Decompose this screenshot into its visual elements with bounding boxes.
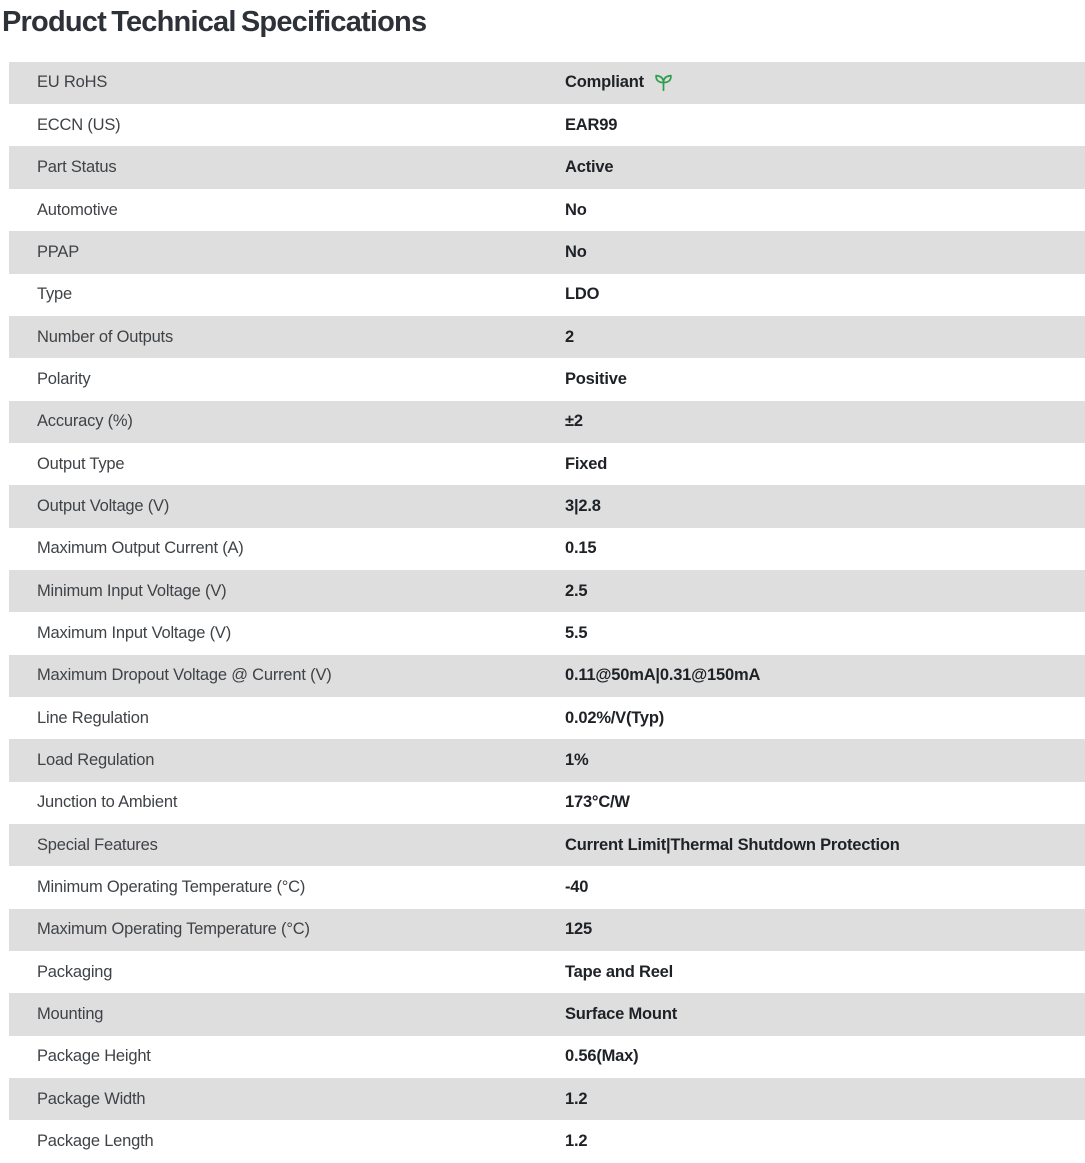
spec-value-text: 5.5 <box>565 623 588 642</box>
spec-value-text: 0.15 <box>565 539 597 558</box>
spec-value-text: No <box>565 242 587 261</box>
table-row <box>9 570 1085 612</box>
spec-value-text: ±2 <box>565 412 583 431</box>
spec-value <box>565 793 1085 812</box>
spec-value <box>565 455 1085 474</box>
table-row <box>9 866 1085 908</box>
spec-label: Maximum Input Voltage (V) <box>37 623 231 642</box>
table-row <box>9 274 1085 316</box>
spec-value-text: Compliant <box>565 73 644 92</box>
table-row <box>9 993 1085 1035</box>
spec-value <box>565 370 1085 389</box>
table-row <box>9 528 1085 570</box>
spec-value <box>565 328 1085 347</box>
spec-label: Junction to Ambient <box>37 793 178 812</box>
table-row <box>9 1120 1085 1162</box>
spec-value <box>565 285 1085 304</box>
spec-value <box>565 963 1085 982</box>
spec-value <box>565 920 1085 939</box>
spec-value-text: Tape and Reel <box>565 962 674 981</box>
spec-label: Package Width <box>37 1089 146 1108</box>
spec-label: Automotive <box>37 200 118 219</box>
table-row <box>9 909 1085 951</box>
spec-value-text: EAR99 <box>565 115 618 134</box>
spec-value <box>565 201 1085 220</box>
table-row <box>9 146 1085 188</box>
table-row <box>9 401 1085 443</box>
spec-value <box>565 73 1085 92</box>
spec-value <box>565 158 1085 177</box>
spec-value <box>565 116 1085 135</box>
spec-label: Special Features <box>37 835 158 854</box>
table-row <box>9 231 1085 273</box>
page-title: Product Technical Specifications <box>2 6 427 38</box>
spec-value <box>565 666 1085 685</box>
spec-value <box>565 1005 1085 1024</box>
spec-value <box>565 412 1085 431</box>
table-row <box>9 62 1085 104</box>
table-row <box>9 358 1085 400</box>
spec-label: Line Regulation <box>37 708 149 727</box>
spec-value <box>565 497 1085 516</box>
spec-label: Packaging <box>37 962 113 981</box>
spec-value-text: 3|2.8 <box>565 496 601 515</box>
spec-label: Maximum Output Current (A) <box>37 539 244 558</box>
table-row <box>9 655 1085 697</box>
spec-label: Minimum Operating Temperature (°C) <box>37 878 306 896</box>
spec-label: Type <box>37 285 72 304</box>
spec-value-text: 0.56(Max) <box>565 1047 639 1066</box>
spec-value-text: 0.11@50mA|0.31@150mA <box>565 666 761 685</box>
spec-label: ECCN (US) <box>37 115 121 134</box>
spec-label: Output Type <box>37 454 125 473</box>
spec-value <box>565 624 1085 643</box>
spec-label: Load Regulation <box>37 750 155 769</box>
table-row <box>9 824 1085 866</box>
table-row <box>9 485 1085 527</box>
spec-value-text: 0.02%/V(Typ) <box>565 708 665 727</box>
spec-value <box>565 1047 1085 1066</box>
spec-label: Accuracy (%) <box>37 412 133 431</box>
spec-label: Maximum Dropout Voltage @ Current (V) <box>37 666 332 685</box>
spec-label: Maximum Operating Temperature (°C) <box>37 920 310 939</box>
spec-value-text: 2.5 <box>565 581 588 600</box>
table-row <box>9 739 1085 781</box>
spec-value <box>565 709 1085 728</box>
spec-value-text: Positive <box>565 369 627 388</box>
spec-value <box>565 751 1085 770</box>
spec-label: Number of Outputs <box>37 327 173 346</box>
spec-value-text: 1.2 <box>565 1132 588 1151</box>
spec-value-text: 1% <box>565 750 589 769</box>
spec-value <box>565 1132 1085 1151</box>
spec-value <box>565 539 1085 558</box>
spec-value-text: Surface Mount <box>565 1005 677 1024</box>
spec-value-text: 173°C/W <box>565 793 630 812</box>
spec-value-text: No <box>565 200 587 219</box>
spec-value-text: Active <box>565 158 614 177</box>
spec-value-text: 125 <box>565 920 592 939</box>
spec-value <box>565 878 1085 897</box>
spec-label: Minimum Input Voltage (V) <box>37 581 227 600</box>
spec-value <box>565 836 1085 855</box>
table-row <box>9 951 1085 993</box>
spec-value <box>565 243 1085 262</box>
spec-label: PPAP <box>37 242 79 261</box>
table-row <box>9 697 1085 739</box>
spec-value-text: 2 <box>565 327 574 346</box>
spec-value-text: 1.2 <box>565 1089 588 1108</box>
table-row <box>9 1036 1085 1078</box>
spec-value <box>565 582 1085 601</box>
spec-value-text: -40 <box>565 878 589 896</box>
spec-label: Mounting <box>37 1005 104 1024</box>
spec-label: Package Height <box>37 1047 151 1066</box>
table-row <box>9 189 1085 231</box>
spec-value-text: LDO <box>565 285 600 304</box>
spec-label: Polarity <box>37 369 91 388</box>
spec-table <box>0 62 1085 1163</box>
table-row <box>9 1078 1085 1120</box>
spec-value-text: Fixed <box>565 454 608 473</box>
table-row <box>9 104 1085 146</box>
table-row <box>9 316 1085 358</box>
table-row <box>9 782 1085 824</box>
spec-label: Output Voltage (V) <box>37 496 170 515</box>
table-row <box>9 612 1085 654</box>
spec-value <box>565 1090 1085 1109</box>
spec-label: EU RoHS <box>37 73 108 92</box>
spec-label: Part Status <box>37 158 117 177</box>
spec-value-text: Current Limit|Thermal Shutdown Protection <box>565 835 900 854</box>
table-row <box>9 443 1085 485</box>
spec-label: Package Length <box>37 1132 154 1151</box>
leaf-icon <box>653 73 674 92</box>
